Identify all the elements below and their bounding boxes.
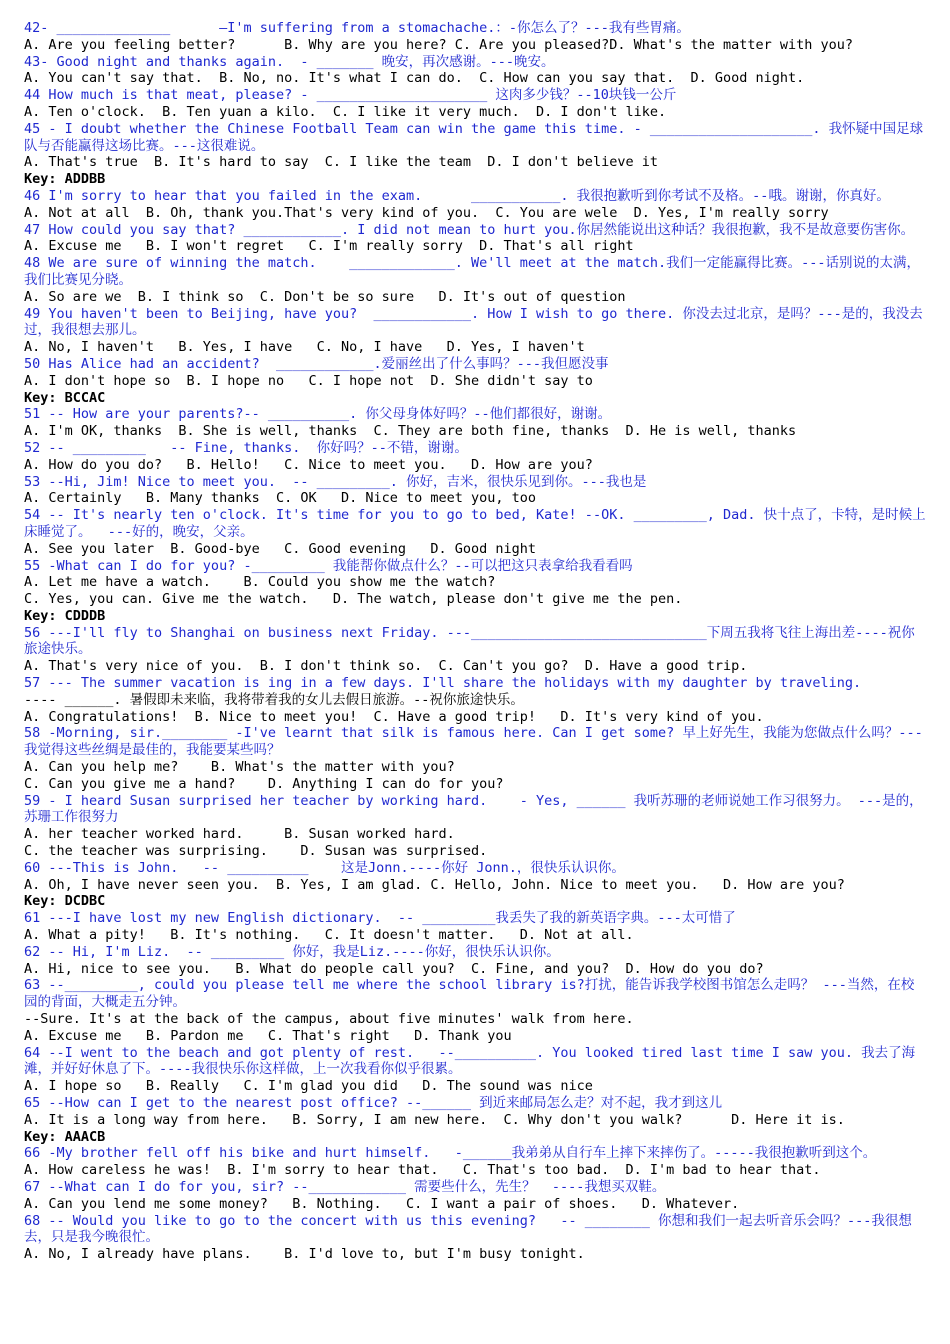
option-line: --Sure. It's at the back of the campus, about five minutes' walk from here. xyxy=(24,1011,634,1028)
question-line: 48 We are sure of winning the match. _____________. We'll meet at the match.我们一定能赢得比赛。---话别说的太满，我们比赛见分晓。 xyxy=(24,255,920,288)
option-line: A. No, I already have plans. B. I'd love to, but I'm busy tonight. xyxy=(24,1246,585,1263)
question-line: 46 I'm sorry to hear that you failed in the exam. ___________. 我很抱歉听到你考试不及格。--哦。谢谢，你真好。 xyxy=(24,187,890,204)
question-line: 49 You haven't been to Beijing, have you? ____________. How I wish to go there. 你没去过北京，是吗？---是的，我没去过，我很想去那儿。 xyxy=(24,305,923,339)
option-line: A. I hope so B. Really C. I'm glad you did D. The sound was nice xyxy=(24,1078,593,1095)
option-line: A. Ten o'clock. B. Ten yuan a kilo. C. I like it very much. D. I don't like. xyxy=(24,103,667,120)
option-line: A. I'm OK, thanks B. She is well, thanks C. They are both fine, thanks D. He is well, thanks xyxy=(24,423,797,440)
question-line: 45 - I doubt whether the Chinese Football Team can win the game this time. - ____________________. 我怀疑中国足球队与否能赢得这场比赛。---这很难说。 xyxy=(24,120,924,154)
answer-key-line: Key: ADDBB xyxy=(24,171,106,188)
question-line: 64 --I went to the beach and got plenty of rest. --__________. You looked tired last time I saw you. 我去了海滩，并好好休息了下。----我很快乐你这样做，上一次我看你似乎很累。 xyxy=(24,1044,916,1078)
option-line: A. Congratulations! B. Nice to meet you! C. Have a good trip! D. It's very kind of you. xyxy=(24,708,764,725)
option-line: A. Let me have a watch. B. Could you show me the watch? xyxy=(24,574,496,591)
option-line: C. Can you give me a hand? D. Anything I can do for you? xyxy=(24,775,504,792)
question-line: 53 --Hi, Jim! Nice to meet you. -- _________. 你好，吉米，很快乐见到你。---我也是 xyxy=(24,473,647,490)
question-line: 47 How could you say that? ____________. I did not mean to hurt you.你居然能说出这种话？我很抱歉，我不是故意要伤害你。 xyxy=(24,221,915,238)
question-line: 51 -- How are your parents?-- __________. 你父母身体好吗？--他们都很好，谢谢。 xyxy=(24,406,612,423)
option-line: A. Are you feeling better? B. Why are you here? C. Are you pleased?D. What's the matter with you? xyxy=(24,36,854,53)
option-line: A. Can you lend me some money? B. Nothing. C. I want a pair of shoes. D. Whatever. xyxy=(24,1195,740,1212)
option-line: A. How careless he was! B. I'm sorry to hear that. C. That's too bad. D. I'm bad to hear that. xyxy=(24,1162,821,1179)
option-line: A. That's very nice of you. B. I don't think so. C. Can't you go? D. Have a good trip. xyxy=(24,658,748,675)
question-line: 60 ---This is John. -- __________ 这是Jonn.----你好 Jonn.，很快乐认识你。 xyxy=(24,859,625,876)
option-line: C. the teacher was surprising. D. Susan was surprised. xyxy=(24,843,488,860)
option-line: A. What a pity! B. It's nothing. C. It doesn't matter. D. Not at all. xyxy=(24,927,634,944)
option-line: A. You can't say that. B. No, no. It's what I can do. C. How can you say that. D. Good night. xyxy=(24,70,805,87)
question-line: 54 -- It's nearly ten o'clock. It's time for you to go to bed, Kate! --OK. _________, Dad. 快十点了，卡特，是时候上床睡觉了。 ---好的，晚安，父亲。 xyxy=(24,507,926,540)
option-line: A. her teacher worked hard. B. Susan worked hard. xyxy=(24,826,455,843)
option-line: A. Certainly B. Many thanks C. OK D. Nice to meet you, too xyxy=(24,490,537,507)
answer-key-line: Key: AAACB xyxy=(24,1128,106,1145)
question-line: 44 How much is that meat, please? - _____________________ 这肉多少钱？--10块钱一公斤 xyxy=(24,87,677,104)
question-line: 68 -- Would you like to go to the concert with us this evening? -- ________ 你想和我们一起去听音乐会吗？---我很想去，只是我今晚很忙。 xyxy=(24,1212,912,1246)
question-line: 65 --How can I get to the nearest post office? --______ 到近来邮局怎么走？对不起，我才到这儿 xyxy=(24,1095,723,1111)
question-line: 43- Good night and thanks again. - _______ 晚安，再次感谢。---晚安。 xyxy=(24,53,555,70)
question-line: 66 -My brother fell off his bike and hurt himself. -______我弟弟从自行车上摔下来摔伤了。-----我很抱歉听到这个。 xyxy=(24,1145,877,1162)
option-line: A. No, I haven't B. Yes, I have C. No, I have D. Yes, I haven't xyxy=(24,339,585,356)
option-line: A. Oh, I have never seen you. B. Yes, I am glad. C. Hello, John. Nice to meet you. D. How are you? xyxy=(24,876,845,893)
question-line: 56 ---I'll fly to Shanghai on business next Friday. ---_____________________________下周五我将飞往上海出差----祝你旅途快乐。 xyxy=(24,624,915,658)
question-line: 61 ---I have lost my new English dictionary. -- _________我丢失了我的新英语字典。---太可惜了 xyxy=(24,910,736,927)
option-line: A. Can you help me? B. What's the matter with you? xyxy=(24,759,455,776)
option-line: C. Yes, you can. Give me the watch. D. The watch, please don't give me the pen. xyxy=(24,591,683,608)
question-line: 52 -- _________ -- Fine, thanks. 你好吗？--不错，谢谢。 xyxy=(24,439,468,456)
answer-key-line: Key: DCDBC xyxy=(24,893,106,910)
question-line: 42- ______________ —I'm suffering from a stomachache.：-你怎么了？---我有些胃痛。 xyxy=(24,20,690,36)
answer-key-line: Key: CDDDB xyxy=(24,607,106,624)
question-line: 57 --- The summer vacation is ing in a few days. I'll share the holidays with my daughter by traveling. xyxy=(24,675,862,692)
question-line: 55 -What can I do for you? -_________ 我能帮你做点什么？--可以把这只表拿给我看看吗 xyxy=(24,557,633,574)
option-line: A. See you later B. Good-bye C. Good evening D. Good night xyxy=(24,540,537,557)
option-line: A. Hi, nice to see you. B. What do people call you? C. Fine, and you? D. How do you do? xyxy=(24,960,764,977)
option-line: A. So are we B. I think so C. Don't be so sure D. It's out of question xyxy=(24,288,626,305)
question-line: 50 Has Alice had an accident? ____________.爱丽丝出了什么事吗？---我但愿没事 xyxy=(24,355,609,372)
option-line: A. How do you do? B. Hello! C. Nice to meet you. D. How are you? xyxy=(24,456,593,473)
question-line: 67 --What can I do for you, sir? --____________ 需要些什么，先生？ ----我想买双鞋。 xyxy=(24,1178,666,1195)
question-line: 59 - I heard Susan surprised her teacher by working hard. - Yes, ______ 我听苏珊的老师说她工作习很努力。 ---是的，苏珊工作很努力 xyxy=(24,792,923,826)
option-line: A. That's true B. It's hard to say C. I like the team D. I don't believe it xyxy=(24,154,658,171)
option-line: ---- ______. 暑假即未来临，我将带着我的女儿去假日旅游。--祝你旅途快乐。 xyxy=(24,691,524,708)
option-line: A. Excuse me B. Pardon me C. That's right D. Thank you xyxy=(24,1027,512,1044)
option-line: A. Excuse me B. I won't regret C. I'm really sorry D. That's all right xyxy=(24,238,634,255)
question-line: 58 -Morning, sir.________ -I've learnt that silk is famous here. Can I get some? 早上好先生，我能为您做点什么吗？---我觉得这些丝绸是最佳的，我能要某些吗？ xyxy=(24,725,923,759)
option-line: A. Not at all B. Oh, thank you.That's very kind of you. C. You are wele D. Yes, I'm really sorry xyxy=(24,204,829,221)
option-line: A. I don't hope so B. I hope no C. I hope not D. She didn't say to xyxy=(24,372,593,389)
answer-key-line: Key: BCCAC xyxy=(24,389,106,406)
question-line: 62 -- Hi, I'm Liz. -- _________ 你好，我是Liz.----你好，很快乐认识你。 xyxy=(24,943,560,960)
option-line: A. It is a long way from here. B. Sorry, I am new here. C. Why don't you walk? D. Here it is. xyxy=(24,1111,845,1128)
question-line: 63 --_________, could you please tell me where the school library is?打扰，能告诉我学校图书馆怎么走吗？ ---当然，在校园的背面，大概走五分钟。 xyxy=(24,977,915,1011)
